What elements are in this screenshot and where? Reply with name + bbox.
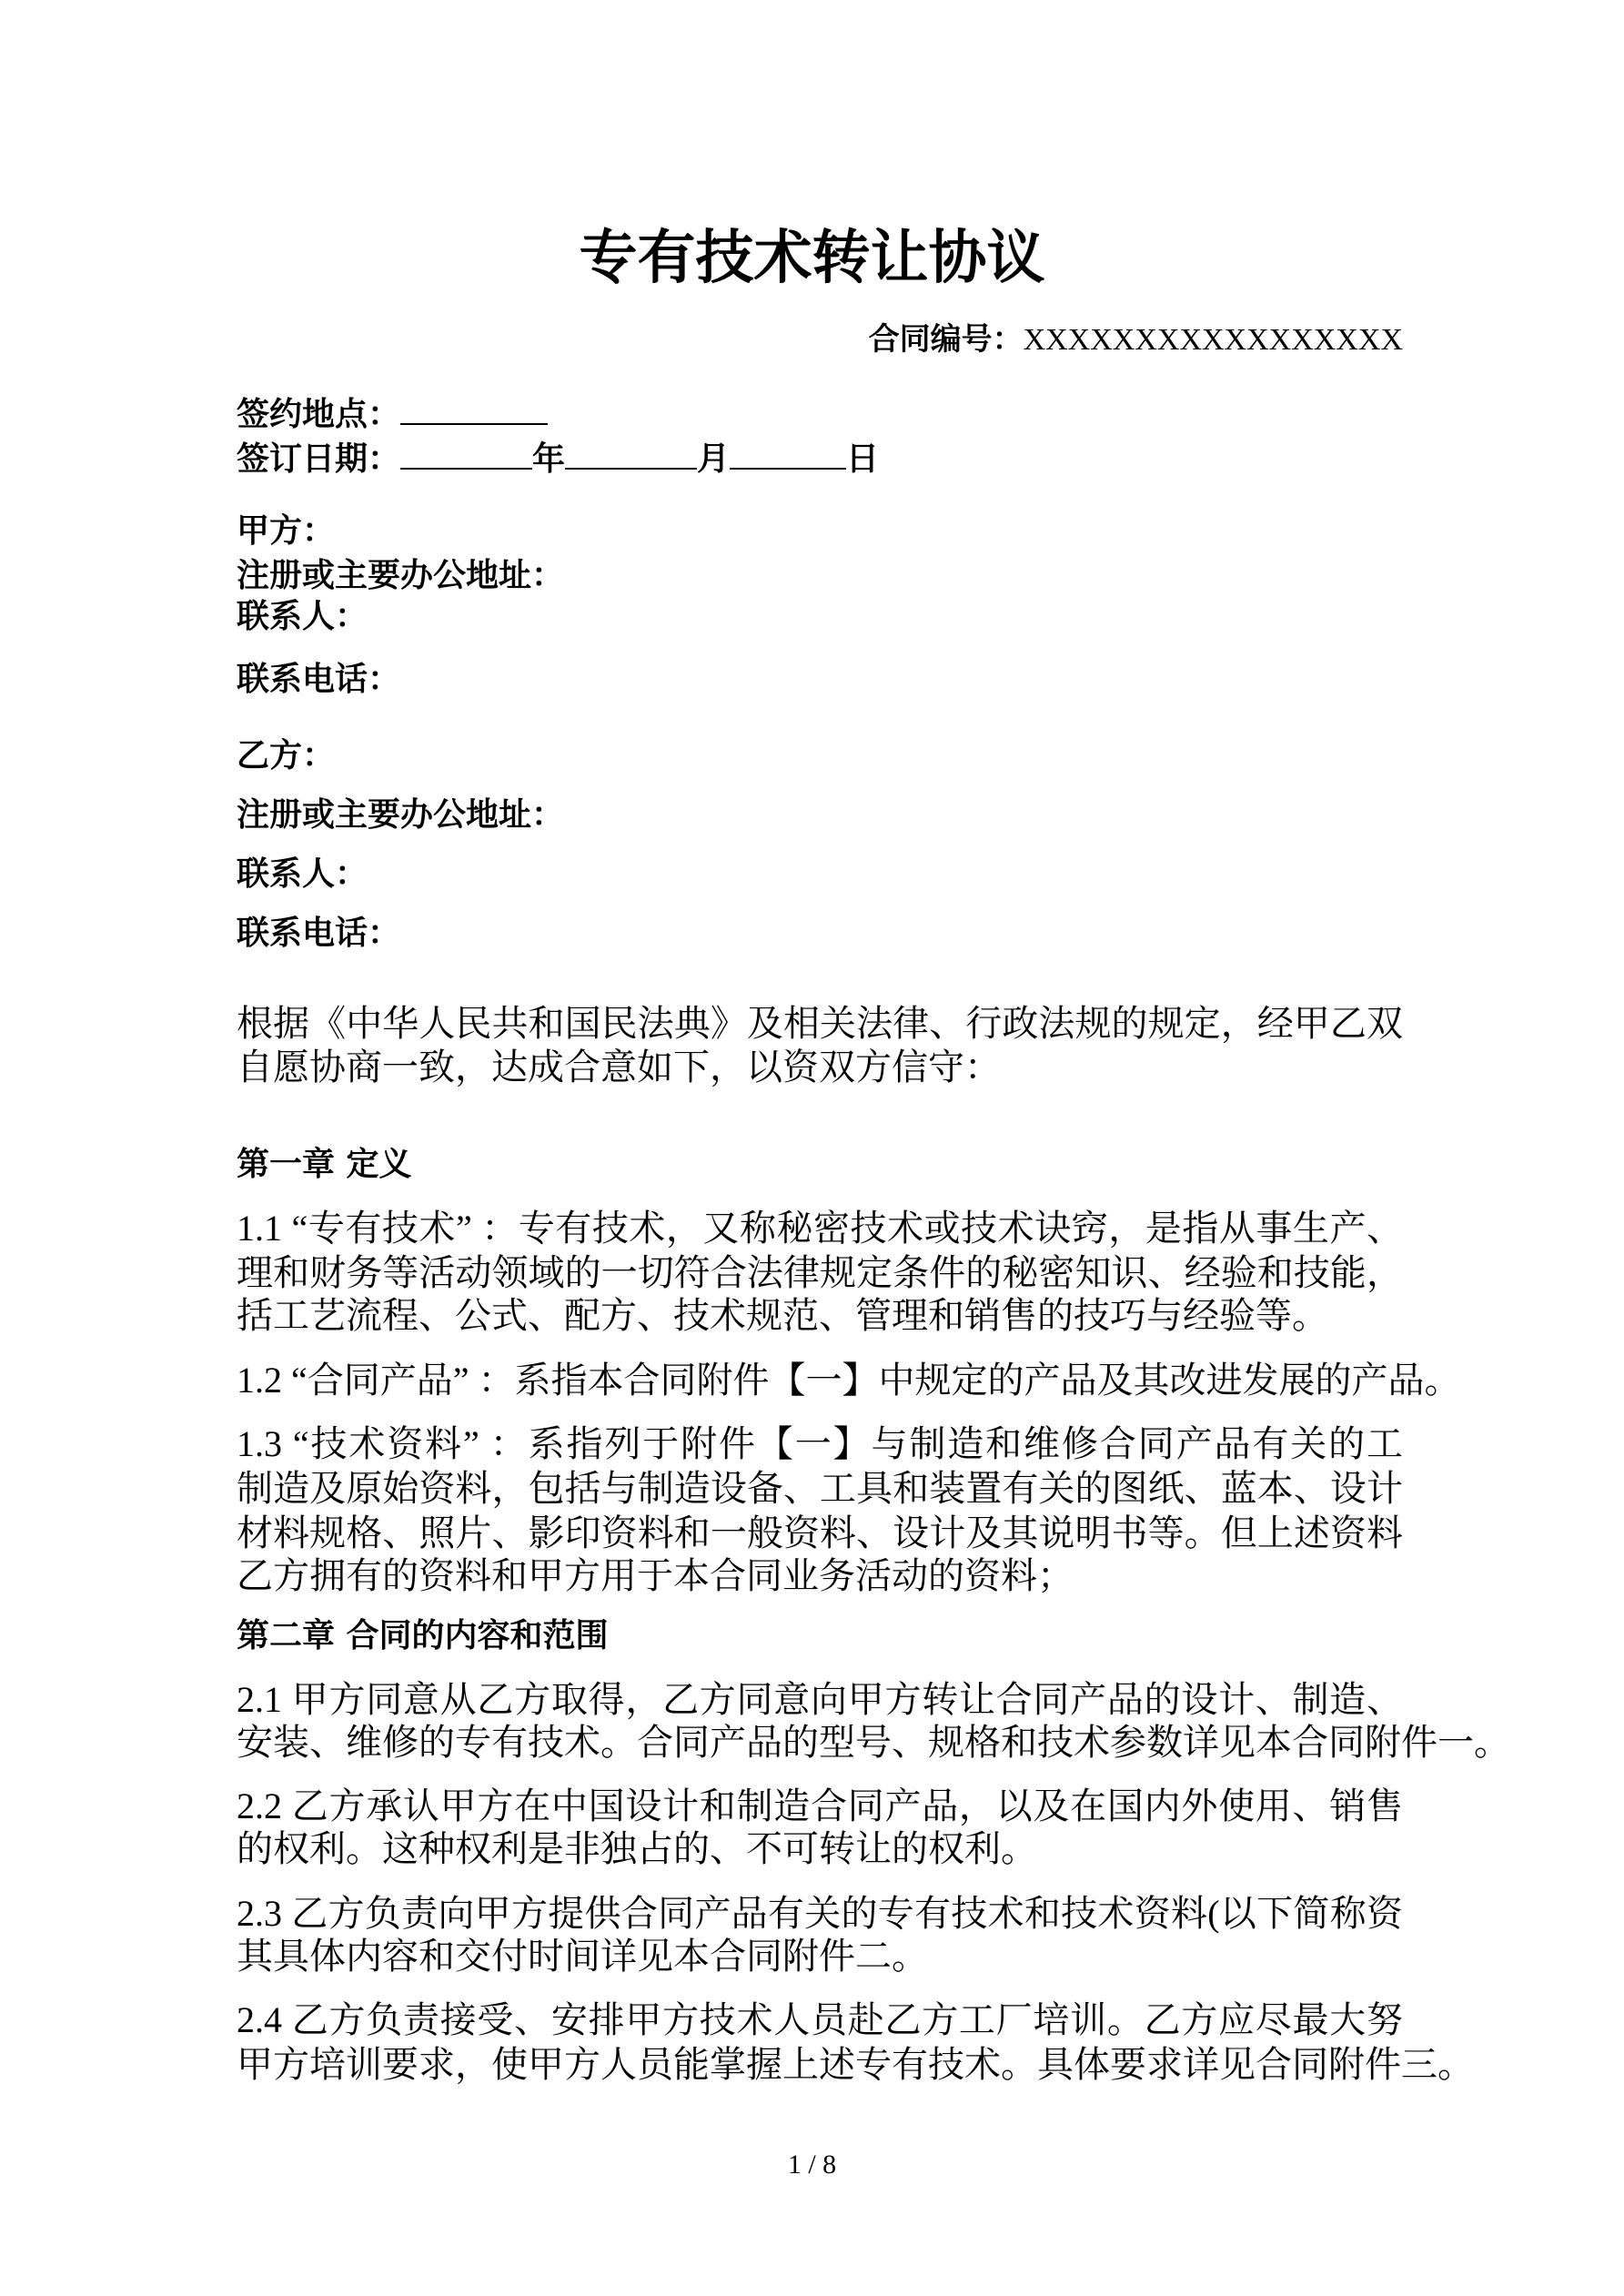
contract-number-value: XXXXXXXXXXXXXXXXX (1023, 323, 1403, 357)
clause-1-2: 1.2 “合同产品” ：系指本合同附件【一】中规定的产品及其改进发展的产品。 (237, 1360, 1461, 1401)
chapter-2-heading: 第二章 合同的内容和范围 (237, 1617, 609, 1654)
party-b-phone: 联系电话： (237, 915, 401, 952)
party-b-contact: 联系人： (237, 855, 368, 893)
preamble-line: 自愿协商一致，达成合意如下，以资双方信守： (237, 1047, 1001, 1087)
sign-date (237, 435, 879, 482)
clause-1-3: 乙方拥有的资料和甲方用于本合同业务活动的资料； (237, 1555, 1074, 1596)
document-title: 专有技术转让协议 (579, 225, 1045, 292)
year-label: 年 (532, 440, 566, 478)
contract-number-label: 合同编号： (868, 321, 1024, 358)
month-blank (565, 435, 697, 470)
party-b-address: 注册或主要办公地址： (237, 796, 565, 834)
year-blank (400, 435, 532, 470)
clause-2-2: 2.2 乙方承认甲方在中国设计和制造合同产品，以及在国内外使用、销售 (237, 1785, 1403, 1826)
day-blank (730, 435, 846, 470)
sign-place-label: 签约地点： (237, 396, 401, 433)
clause-1-1: 括工艺流程、公式、配方、技术规范、管理和销售的技巧与经验等。 (237, 1295, 1328, 1336)
clause-1-3: 材料规格、照片、影印资料和一般资料、设计及其说明书等。但上述资料 (237, 1512, 1403, 1553)
clause-2-1: 安装、维修的专有技术。合同产品的型号、规格和技术参数详见本合同附件一。 (237, 1722, 1510, 1763)
preamble-line: 根据《中华人民共和国民法典》及相关法律、行政法规的规定，经甲乙双 (237, 1003, 1403, 1044)
day-label: 日 (846, 440, 880, 478)
sign-place (237, 390, 548, 438)
clause-2-4: 甲方培训要求，使甲方人员能掌握上述专有技术。具体要求详见合同附件三。 (237, 2044, 1474, 2085)
clause-1-1: 理和财务等活动领域的一切符合法律规定条件的秘密知识、经验和技能， (237, 1252, 1403, 1293)
party-a-contact: 联系人： (237, 598, 368, 635)
month-label: 月 (697, 440, 731, 478)
clause-2-1: 2.1 甲方同意从乙方取得，乙方同意向甲方转让合同产品的设计、制造、 (237, 1679, 1403, 1720)
contract-number (869, 317, 1403, 363)
sign-date-label: 签订日期： (237, 440, 401, 478)
party-a-phone: 联系电话： (237, 661, 401, 698)
chapter-1-heading: 第一章 定义 (237, 1146, 412, 1183)
clause-2-4: 2.4 乙方负责接受、安排甲方技术人员赴乙方工厂培训。乙方应尽最大努 (237, 1999, 1403, 2040)
sign-place-blank (400, 390, 548, 425)
party-a-address: 注册或主要办公地址： (237, 557, 565, 594)
clause-1-1: 1.1 “专有技术” ：专有技术，又称秘密技术或技术诀窍，是指从事生产、 (237, 1208, 1403, 1249)
page-number: 1 / 8 (787, 2149, 837, 2180)
clause-1-3: 1.3 “技术资料” ：系指列于附件【一】与制造和维修合同产品有关的工 (237, 1423, 1403, 1464)
clause-2-2: 的权利。这种权利是非独占的、不可转让的权利。 (237, 1828, 1037, 1869)
clause-2-3: 其具体内容和交付时间详见本合同附件二。 (237, 1936, 928, 1977)
clause-2-3: 2.3 乙方负责向甲方提供合同产品有关的专有技术和技术资料(以下简称资 (237, 1893, 1403, 1934)
party-b-name: 乙方： (237, 737, 336, 774)
party-a-name: 甲方： (237, 512, 336, 550)
clause-1-3: 制造及原始资料，包括与制造设备、工具和装置有关的图纸、蓝本、设计 (237, 1468, 1403, 1509)
